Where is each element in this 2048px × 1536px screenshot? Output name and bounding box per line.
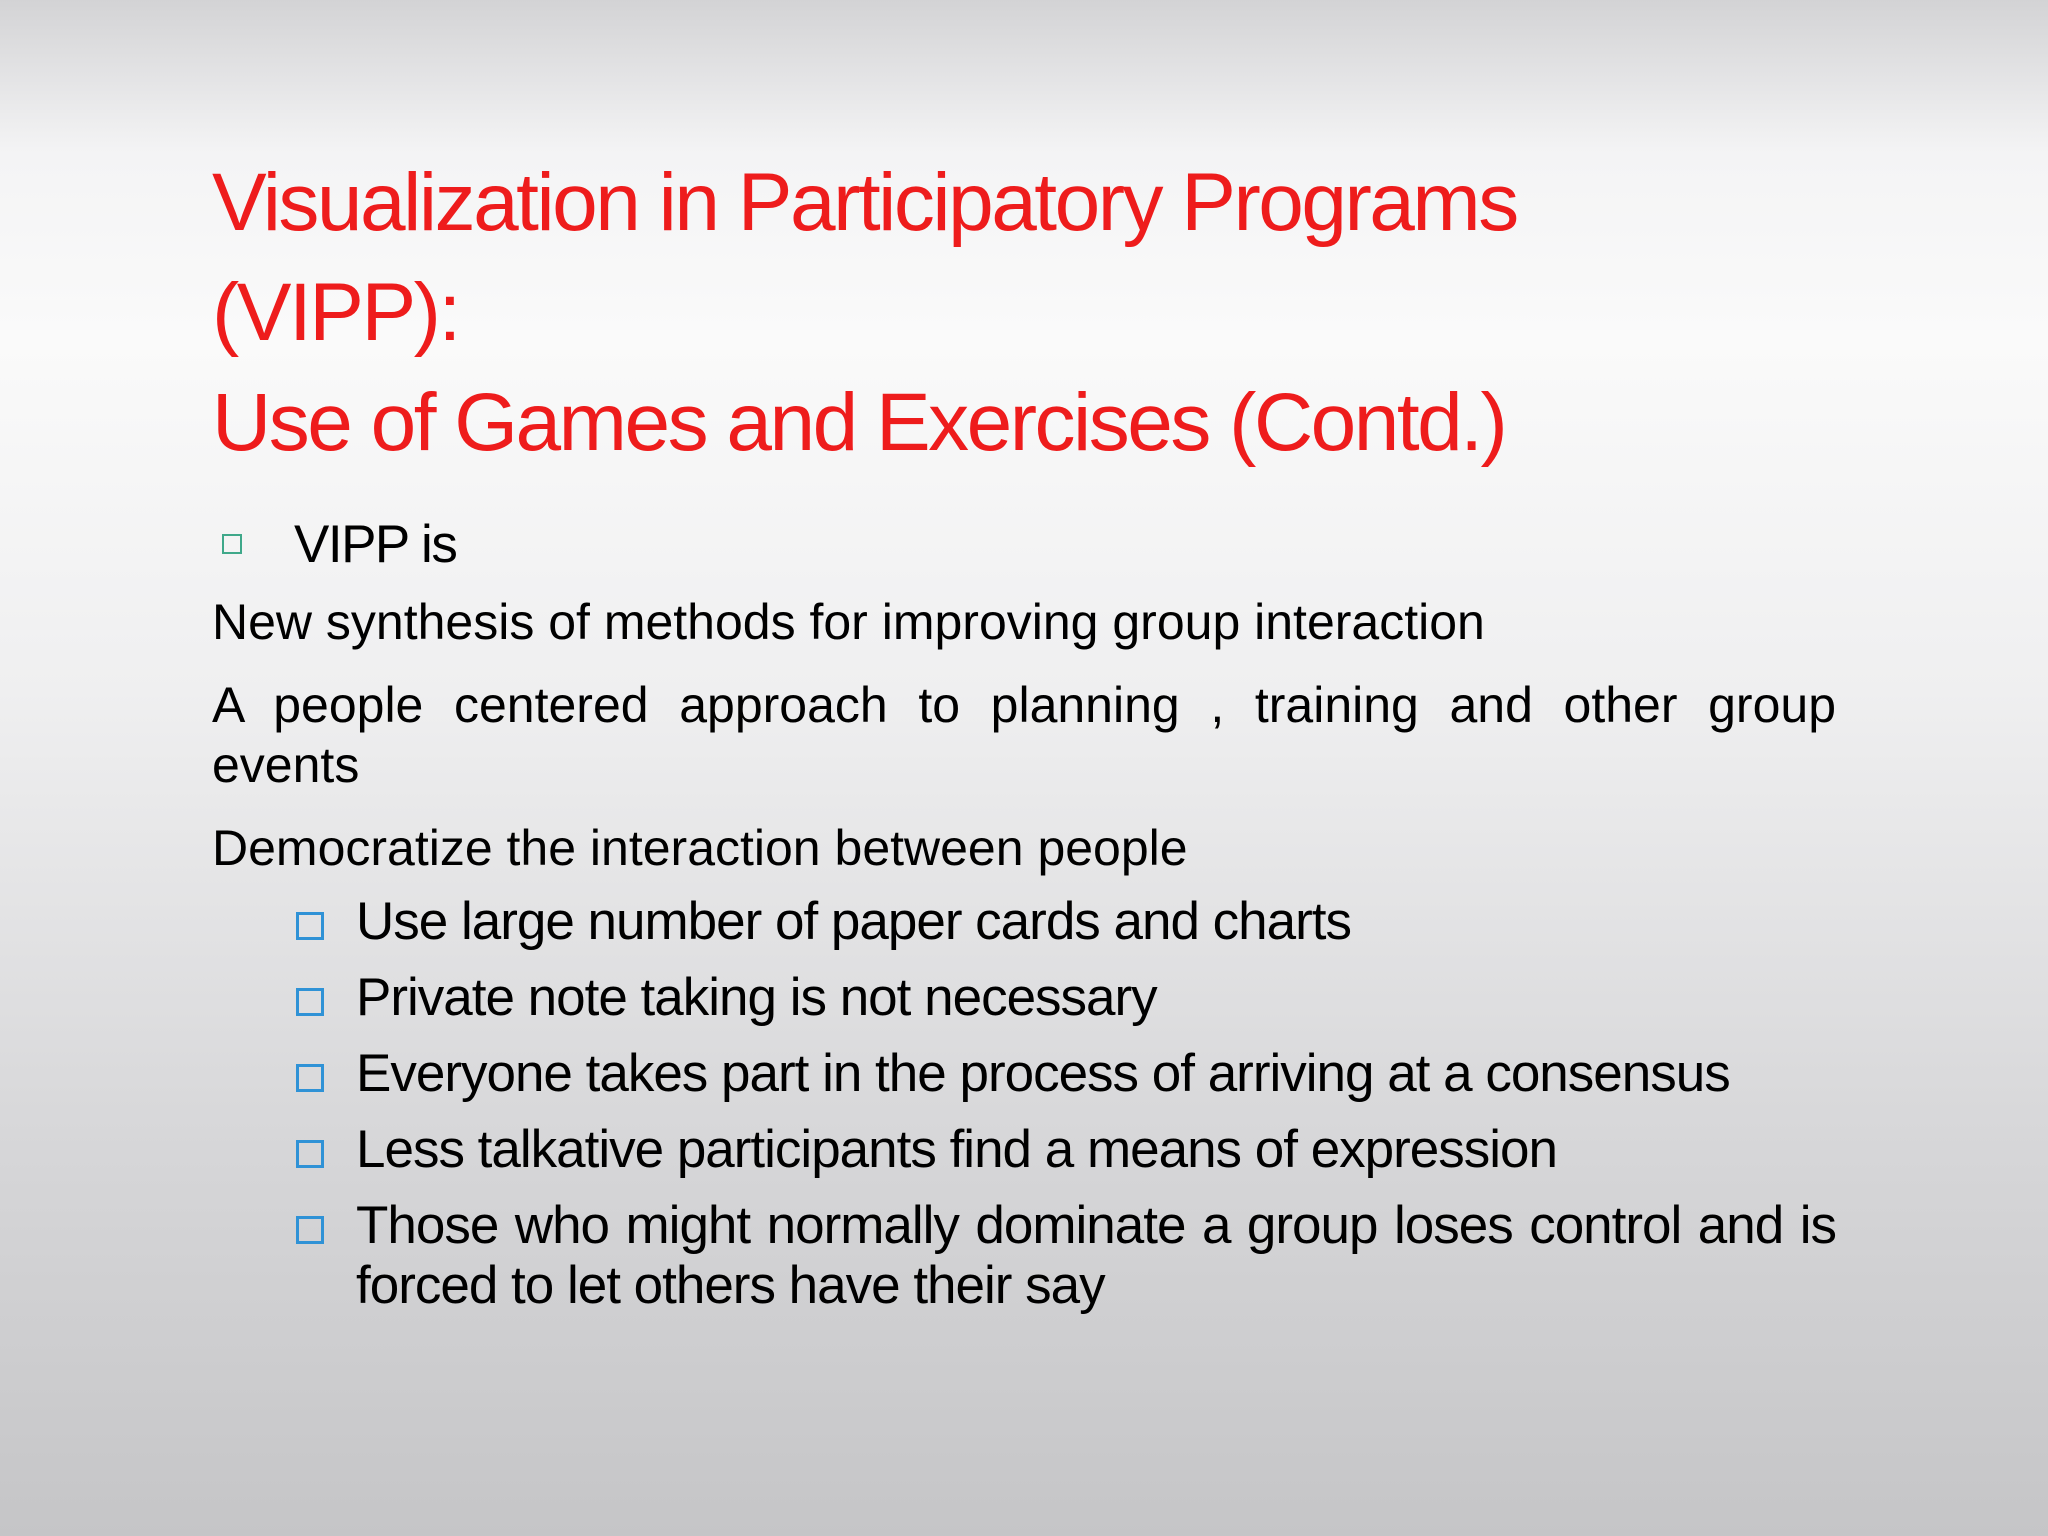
sub-bullet-item (294, 1196, 1836, 1316)
title-line-1: Visualization in Participatory Programs (212, 157, 1517, 248)
sub-bullet-item (294, 892, 1836, 952)
paragraph-democratize: Democratize the interaction between people (212, 820, 1188, 876)
sub-bullet-text: Use large number of paper cards and charts (356, 892, 1351, 951)
sub-bullet-item (294, 1120, 1836, 1180)
square-bullet-icon (296, 912, 324, 940)
sub-bullet-item (294, 968, 1836, 1028)
sub-bullet-text: Private note taking is not necessary (356, 968, 1157, 1027)
square-bullet-icon (296, 1140, 324, 1168)
sub-bullet-item (294, 1044, 1836, 1104)
intro-bullet (212, 512, 456, 576)
paragraph-people-centered: A people centered approach to planning , training and other group events (212, 677, 1836, 793)
title-line-3: Use of Games and Exercises (Contd.) (212, 377, 1506, 468)
title-line-2: (VIPP): (212, 267, 459, 358)
sub-bullet-text: Those who might normally dominate a group loses control and is forced to let others have their say (356, 1196, 1836, 1315)
sub-bullet-list (294, 892, 1836, 1316)
square-bullet-icon (296, 1216, 324, 1244)
sub-bullet-text: Less talkative participants find a means of expression (356, 1120, 1557, 1179)
square-bullet-icon (222, 534, 242, 554)
square-bullet-icon (296, 1064, 324, 1092)
slide-title (212, 148, 1852, 478)
paragraph-synthesis: New synthesis of methods for improving group interaction (212, 594, 1485, 650)
square-bullet-icon (296, 988, 324, 1016)
intro-bullet-text: VIPP is (294, 514, 457, 574)
sub-bullet-text: Everyone takes part in the process of arriving at a consensus (356, 1044, 1730, 1103)
